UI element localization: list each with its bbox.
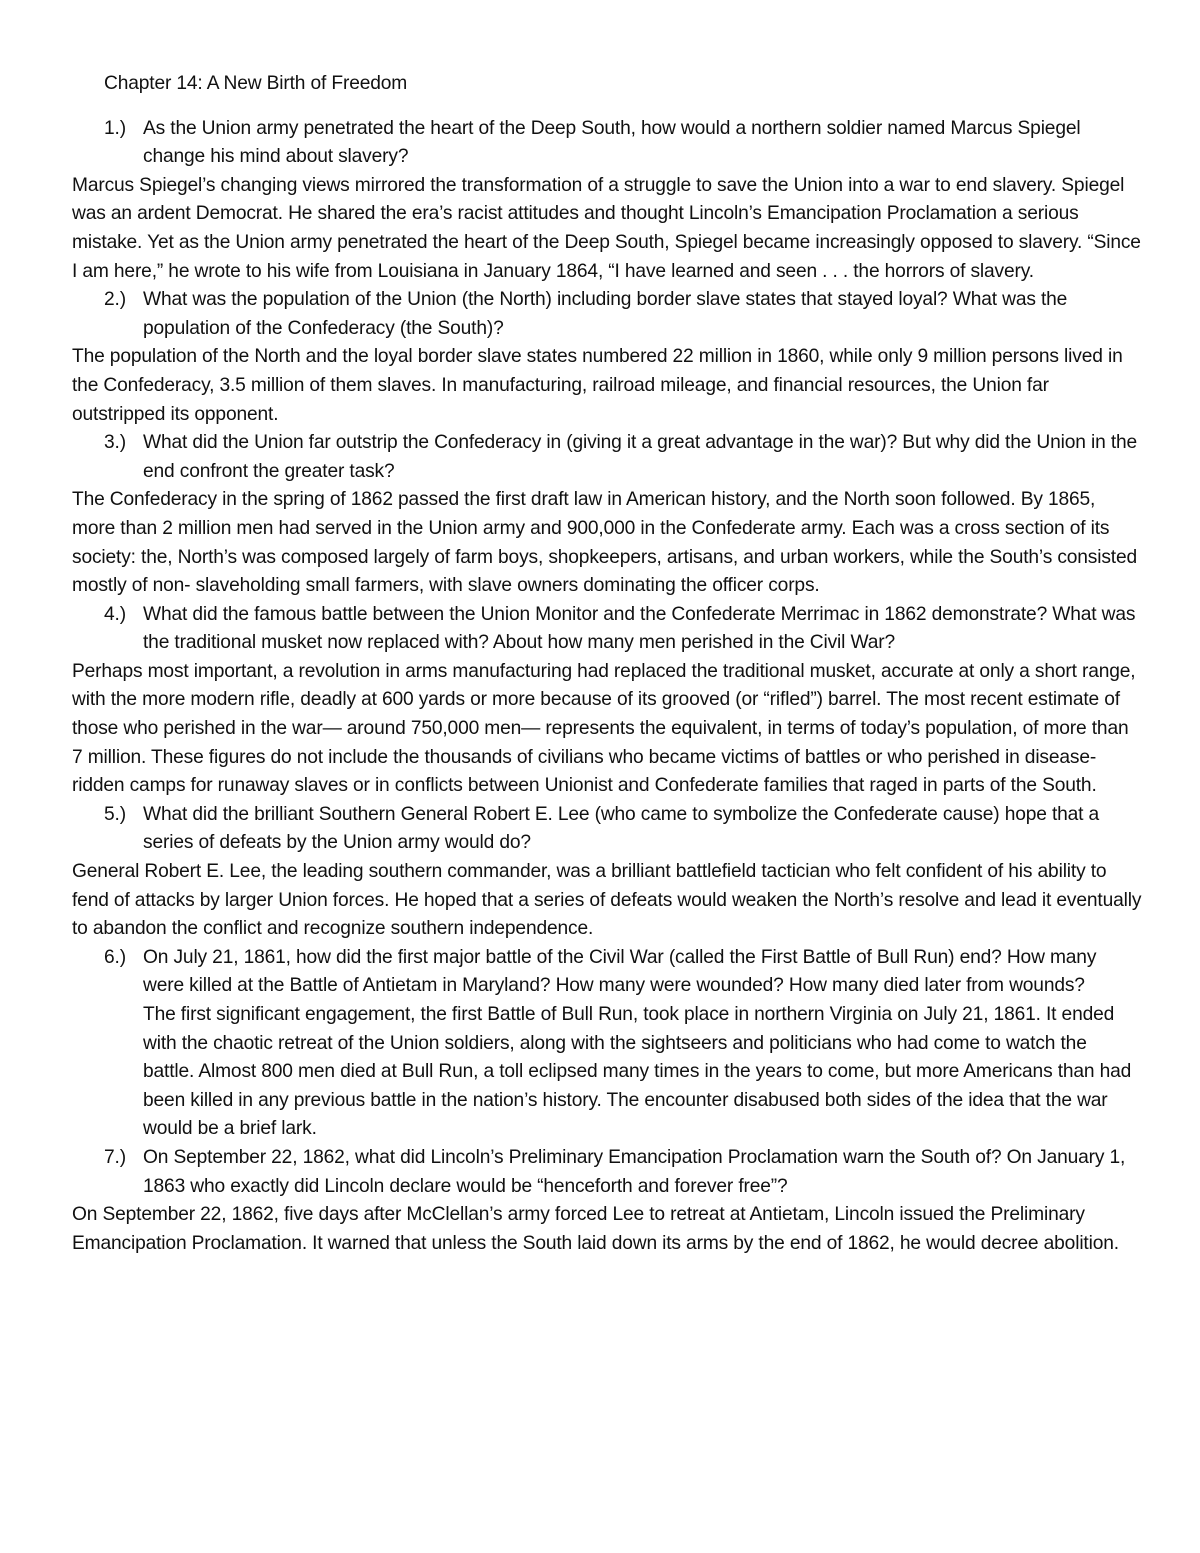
question-5 — [72, 801, 1142, 944]
question-number: 6.) — [104, 946, 126, 968]
question-4 — [72, 601, 1142, 801]
question-text — [72, 115, 1142, 172]
answer-text: On September 22, 1862, five days after McClellan’s army forced Lee to retreat at Antietam, Lincoln issued the Preliminary Emancipation Proclamation. It warned that unless the South laid down its arms by the end of 1862, he would decree abolition. — [72, 1204, 1119, 1254]
answer-text: The first significant engagement, the first Battle of Bull Run, took place in northern Virginia on July 21, 1861. It ended with the chaotic retreat of the Union soldiers, along with the sightseers and politicians who had come to watch the battle. Almost 800 men died at Bull Run, a toll eclipsed many times in the years to come, but more Americans than had been killed in any previous battle in the nation’s history. The encounter disabused both sides of the idea that the war would be a brief lark. — [143, 1004, 1132, 1140]
question-number: 4.) — [104, 603, 126, 625]
question-number: 5.) — [104, 803, 126, 825]
question-body: What did the famous battle between the Union Monitor and the Confederate Merrimac in 1862 demonstrate? What was the traditional musket now replaced with? About how many men perished in the Civil War? — [143, 603, 1136, 654]
answer-text: Marcus Spiegel’s changing views mirrored the transformation of a struggle to save the Union into a war to end slavery. Spiegel was an ardent Democrat. He shared the era’s racist attitudes and thought Lincoln’s Emancipation Proclamation a serious mistake. Yet as the Union army penetrated the heart of the Deep South, Spiegel became increasingly opposed to slavery. “Since I am here,” he wrote to his wife from Louisiana in January 1864, “I have learned and seen . . . the horrors of slavery. — [72, 174, 1141, 282]
question-3 — [72, 429, 1142, 601]
question-body: On July 21, 1861, how did the first major battle of the Civil War (called the First Battle of Bull Run) end? How many were killed at the Battle of Antietam in Maryland? How many were wounded? How many died later from wounds? — [143, 946, 1097, 997]
question-text — [72, 429, 1142, 486]
answer-text: The population of the North and the loyal border slave states numbered 22 million in 1860, while only 9 million persons lived in the Confederacy, 3.5 million of them slaves. In manufacturing, railroad mileage, and financial resources, the Union far outstripped its opponent. — [72, 346, 1123, 425]
question-text — [72, 601, 1142, 658]
question-1 — [72, 115, 1142, 287]
question-number: 1.) — [104, 117, 126, 139]
question-number: 7.) — [104, 1146, 126, 1168]
chapter-title: Chapter 14: A New Birth of Freedom — [104, 73, 408, 94]
question-body: What did the Union far outstrip the Confederacy in (giving it a great advantage in the war)? But why did the Union in the end confront the greater task? — [143, 432, 1138, 482]
question-text — [72, 1144, 1142, 1201]
question-body: On September 22, 1862, what did Lincoln’s Preliminary Emancipation Proclamation warn the South of? On January 1, 1863 who exactly did Lincoln declare would be “henceforth and forever free”? — [143, 1146, 1126, 1197]
question-body: What was the population of the Union (the North) including border slave states that stayed loyal? What was the population of the Confederacy (the South)? — [143, 289, 1068, 339]
answer-text: The Confederacy in the spring of 1862 passed the first draft law in American history, and the North soon followed. By 1865, more than 2 million men had served in the Union army and 900,000 in the Confederate army. Each was a cross section of its society: the, North’s was composed largely of farm boys, shopkeepers, artisans, and urban workers, while the South’s consisted mostly of non- slaveholding small farmers, with slave owners dominating the officer corps. — [72, 489, 1138, 597]
answer-text: Perhaps most important, a revolution in arms manufacturing had replaced the traditional musket, accurate at only a short range, with the more modern rifle, deadly at 600 yards or more because of its grooved (or “rifled”) barrel. The most recent estimate of those who perished in the war— around 750,000 men— represents the equivalent, in terms of today’s population, of more than 7 million. These figures do not include the thousands of civilians who became victims of battles or who perished in disease- ridden camps for runaway slaves or in conflicts between Unionist and Confederate families that raged in parts of the South. — [72, 660, 1136, 797]
question-body: What did the brilliant Southern General Robert E. Lee (who came to symbolize the Confederate cause) hope that a series of defeats by the Union army would do? — [143, 803, 1100, 854]
question-text — [72, 801, 1142, 858]
question-body: As the Union army penetrated the heart of the Deep South, how would a northern soldier named Marcus Spiegel change his mind about slavery? — [143, 117, 1081, 168]
question-number: 2.) — [104, 289, 126, 311]
question-7 — [72, 1144, 1142, 1258]
question-6 — [72, 944, 1142, 1144]
question-text — [72, 944, 1142, 1001]
question-text — [72, 286, 1142, 343]
answer-text: General Robert E. Lee, the leading southern commander, was a brilliant battlefield tactician who felt confident of his ability to fend of attacks by larger Union forces. He hoped that a series of defeats would weaken the North’s resolve and lead it eventually to abandon the conflict and recognize southern independence. — [72, 861, 1142, 940]
document-page — [72, 70, 1142, 1258]
question-2 — [72, 286, 1142, 429]
question-number: 3.) — [104, 432, 126, 454]
